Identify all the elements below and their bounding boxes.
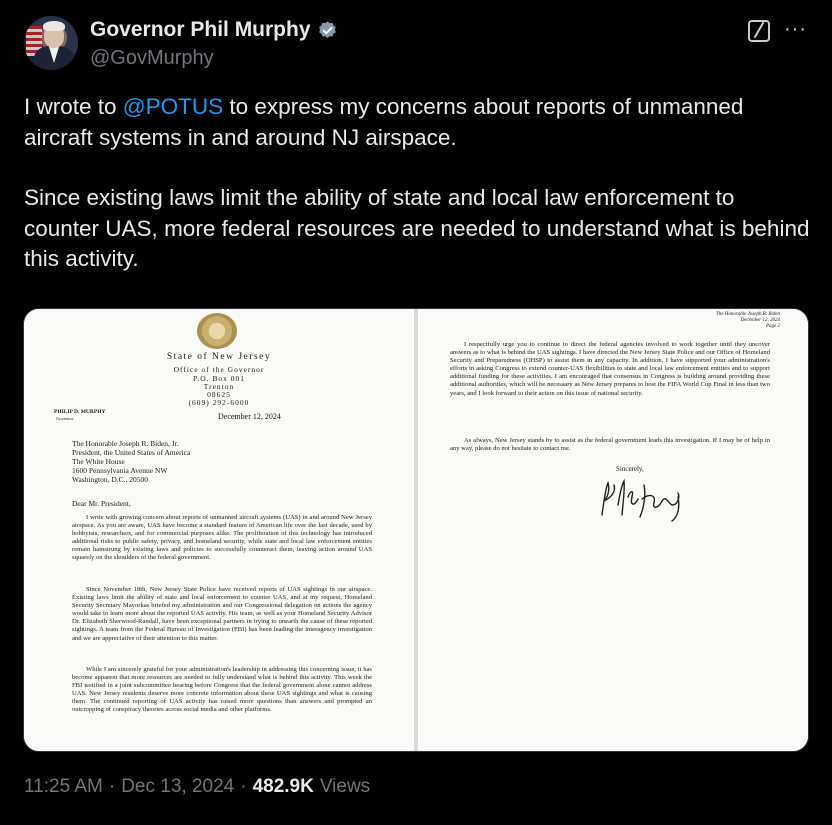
- name-row: [90, 18, 338, 42]
- address-line: Washington, D.C., 20500: [72, 475, 149, 484]
- page2-header: [716, 312, 780, 330]
- letterhead-city: Trenton: [203, 382, 235, 391]
- tweet-time[interactable]: 11:25 AM: [24, 776, 103, 797]
- tweet-paragraph-2: Since existing laws limit the ability of state and local law enforcement to counter UAS, more federal resources are needed to understand what is behind this activity.: [24, 185, 810, 271]
- salutation: Dear Mr. President,: [72, 499, 131, 508]
- grok-icon[interactable]: [748, 20, 770, 42]
- user-handle[interactable]: @GovMurphy: [90, 47, 214, 69]
- letter-paragraph: I respectfully urge you to continue to direct the federal agencies involved to work together until they uncover answers as to what is behind the UAS sightings. I have directed the New Jersey State Police and our Office of Homeland Security and Preparedness (OHSP) to assist them in any capacity. In addition, I have supported your administration's efforts in asking Congress to extend counter-UAS flexibilities to state and local law enforcement entities and to support additional funding for these activities. I am encouraged that consensus in Congress is building around providing these additional authorities, which will be necessary as New Jersey prepares to host the FIFA World Cup Final in less than two years, and I look forward to their action on this issue of national security.: [450, 341, 770, 397]
- letterhead-state: State of New Jersey: [166, 352, 272, 362]
- letter-page-2[interactable]: [418, 309, 809, 752]
- tweet-line-1: [24, 92, 814, 153]
- tweet-text: [24, 92, 814, 275]
- letterhead-phone: (609) 292-6000: [188, 398, 250, 407]
- tweet-media[interactable]: [23, 308, 809, 752]
- letter-page-1[interactable]: [24, 309, 414, 752]
- views-count: 482.9K: [252, 776, 314, 797]
- tweet-text-segment: I wrote to: [24, 94, 123, 119]
- verified-badge-icon[interactable]: [317, 20, 338, 41]
- letterhead-box: P.O. Box 001: [192, 374, 245, 383]
- address-line: The White House: [72, 457, 125, 466]
- tweet-text-segment: to express my concerns about reports of unmanned aircraft systems in and around NJ airspace.: [24, 94, 744, 150]
- mention-link[interactable]: @POTUS: [122, 94, 224, 119]
- display-name[interactable]: Governor Phil Murphy: [90, 18, 311, 41]
- avatar[interactable]: [24, 16, 78, 70]
- letter-paragraph: While I am sincerely grateful for your administration's leadership in addressing this concerning issue, it has become apparent that more resources are needed to fully understand what is behind this activity. This week the FBI testified in a joint subcommittee hearing before Congress that the federal government alone cannot address UAS. New Jersey residents deserve more concrete information about these UAS sightings and what is causing them. The continued reporting of UAS activity has raised more questions than answers and prompted an outcropping of conspiracy theories across social media and other platforms.: [72, 666, 372, 714]
- tweet-meta: [24, 776, 370, 798]
- page2-header-to: The Honorable Joseph R. Biden: [715, 312, 780, 317]
- state-seal: [197, 313, 237, 349]
- page2-header-date: December 12, 2024: [740, 318, 780, 323]
- more-options-icon[interactable]: ···: [784, 18, 807, 40]
- address-line: President, the United States of America: [72, 448, 191, 457]
- handwritten-signature: [594, 475, 704, 525]
- letterhead-office: Office of the Governor: [173, 365, 265, 374]
- views-label: Views: [319, 776, 371, 797]
- signer-title: Governor: [56, 416, 74, 421]
- signer-name: PHILIP D. MURPHY: [54, 409, 106, 415]
- meta-separator: ·: [240, 776, 247, 797]
- tweet-date[interactable]: Dec 13, 2024: [121, 776, 235, 797]
- meta-separator: ·: [108, 776, 116, 797]
- letter-date: December 12, 2024: [218, 412, 281, 421]
- recipient-address: [72, 439, 190, 484]
- tweet-header: [24, 14, 814, 78]
- hair-shape: [43, 21, 65, 31]
- letter-paragraph: Since November 18th, New Jersey State Police have received reports of UAS sightings in our airspace. Existing laws limit the ability of state and local enforcement to counter UAS, and at my request, Homeland Security Secretary Mayorkas briefed my administration and our Congressional delegation on actions the agency would take to learn more about the reported UAS activity. His team, as well as your Homeland Security Advisor Dr. Elizabeth Sherwood-Randall, have been exceptional partners in trying to unearth the cause of these reported sightings. A team from the Federal Bureau of Investigation (FBI) has been leading the interagency investigation and we are appreciative of their attention to this matter.: [72, 586, 372, 642]
- letter-paragraph: As always, New Jersey stands by to assist as the federal government leads this investigation. If I may be of help in any way, please do not hesitate to contact me.: [450, 437, 770, 453]
- letter-paragraph: I write with growing concern about reports of unmanned aircraft systems (UAS) in and around New Jersey airspace. As you are aware, UAS have become a standard feature of American life over the last decade, used by hobbyists, researchers, and for commercial purposes alike. The proliferation of this technology has introduced additional risks to public safety, privacy, and homeland security, while state and local law enforcement entities remain hamstrung by existing laws and policies to successfully counteract them, leaving action around UAS squarely on the shoulders of the federal government.: [72, 514, 372, 562]
- page2-header-page: Page 2: [765, 324, 780, 329]
- address-line: The Honorable Joseph R. Biden, Jr.: [72, 439, 179, 448]
- address-line: 1600 Pennsylvania Avenue NW: [72, 466, 168, 475]
- closing: Sincerely,: [616, 465, 644, 473]
- letterhead-zip: 08625: [207, 390, 231, 399]
